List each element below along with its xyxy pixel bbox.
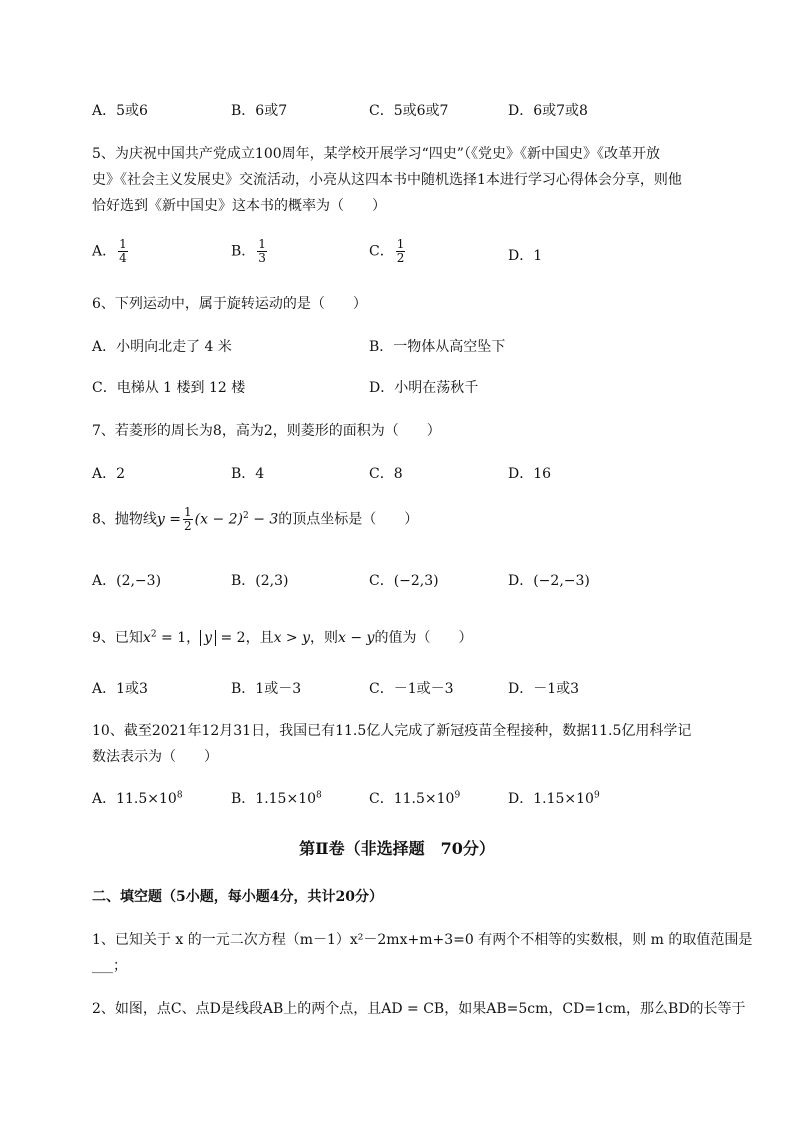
q10-option-d-exponent: 9 <box>593 790 600 801</box>
q7-option-a: A．2 <box>92 466 126 482</box>
q8-equation-exponent: 2 <box>243 510 249 521</box>
q6-option-c: C．电梯从 1 楼到 12 楼 <box>92 380 246 396</box>
fraction-numerator: 1 <box>119 237 127 251</box>
q10-option-a-text: A．11.5×10 <box>92 791 177 807</box>
q9-condition: x > y <box>273 630 311 646</box>
q5-option-d: D．1 <box>508 248 543 264</box>
fill2-line1: 2、如图，点C、点D是线段AB上的两个点，且AD = CB，如果AB=5cm，CD=1cm，那么BD的长等于 <box>92 1001 746 1017</box>
q9-x-squared-tail: = 1， <box>156 630 201 646</box>
q8-option-a: A．(2,−3) <box>92 573 162 589</box>
part2-title: 第Ⅱ卷（非选择题 70分） <box>299 839 495 858</box>
fraction-denominator: 3 <box>258 251 266 265</box>
q10-option-b-text: B．1.15×10 <box>231 791 317 807</box>
q10-option-b-exponent: 8 <box>316 790 322 801</box>
q8-suffix: 的顶点坐标是（ ） <box>278 511 419 528</box>
q5-option-c-label: C． <box>369 243 394 260</box>
q7-option-b: B．4 <box>231 466 265 482</box>
q10-option-c-exponent: 9 <box>454 790 461 801</box>
q8-fraction <box>183 506 193 533</box>
q9-suffix: 的值为（ ） <box>374 630 473 646</box>
q5-option-c <box>369 238 407 265</box>
q10-stem-line1: 10、截至2021年12月31日，我国已有11.5亿人完成了新冠疫苗全程接种，数据11.5亿用科学记 <box>92 723 692 739</box>
q7-stem: 7、若菱形的周长为8，高为2，则菱形的面积为（ ） <box>92 423 441 439</box>
q9-option-a: A．1或3 <box>92 681 148 697</box>
q10-option-c <box>369 788 460 808</box>
q4-option-b: B．6或7 <box>231 103 288 119</box>
q10-option-a <box>92 788 183 808</box>
section2-heading: 二、填空题（5小题，每小题4分，共计20分） <box>92 889 383 905</box>
q9-prefix: 9、已知 <box>92 630 143 646</box>
fraction-numerator: 1 <box>258 237 266 251</box>
q9-x-exponent: 2 <box>150 629 157 640</box>
fill1-line1: 1、已知关于 x 的一元二次方程（m－1）x²－2mx+m+3=0 有两个不相等的实数根，则 m 的取值范围是 <box>92 932 753 948</box>
q10-option-d <box>508 788 600 808</box>
q5-option-a-fraction <box>118 238 128 265</box>
q9-option-b: B．1或－3 <box>231 681 302 697</box>
q5-option-c-fraction <box>396 238 406 265</box>
q8-option-c: C．(−2,3) <box>369 573 439 589</box>
fraction-denominator: 2 <box>184 519 192 533</box>
fraction-denominator: 4 <box>119 251 127 265</box>
fill1-line2: ___； <box>92 958 127 974</box>
q6-option-b: B．一物体从高空坠下 <box>369 339 506 355</box>
fraction-numerator: 1 <box>396 237 405 251</box>
q9-expression: x − y <box>338 630 375 646</box>
q9-option-c: C．－1或－3 <box>369 681 454 697</box>
q9-abs-y: y <box>200 630 216 646</box>
q8-option-d: D．(−2,−3) <box>508 573 590 589</box>
q10-option-c-text: C．11.5×10 <box>369 791 455 807</box>
q4-option-c: C．5或6或7 <box>369 103 449 119</box>
q9-stem <box>92 627 472 647</box>
q9-abs-tail: = 2，且 <box>216 630 274 646</box>
q5-option-b-fraction <box>257 238 267 265</box>
q9-option-d: D．－1或3 <box>508 681 580 697</box>
q8-prefix: 8、抛物线 <box>92 511 157 528</box>
q5-stem-line3: 恰好选到《新中国史》这本书的概率为（ ） <box>92 198 386 214</box>
q10-option-a-exponent: 8 <box>176 790 183 801</box>
q5-option-a <box>92 238 130 265</box>
q10-option-d-text: D．1.15×10 <box>508 791 594 807</box>
q10-stem-line2: 数法表示为（ ） <box>92 749 218 765</box>
q7-option-d: D．16 <box>508 466 552 482</box>
q6-option-a: A．小明向北走了 4 米 <box>92 339 232 355</box>
q9-x-squared: x <box>142 630 151 646</box>
q8-stem <box>92 506 418 533</box>
q8-option-b: B．(2,3) <box>231 573 289 589</box>
q5-option-b <box>231 238 269 265</box>
q5-stem-line1: 5、为庆祝中国共产党成立100周年，某学校开展学习“四史”（《党史》《新中国史》《改革开放 <box>92 146 660 162</box>
fraction-denominator: 2 <box>396 251 405 265</box>
q4-option-d: D．6或7或8 <box>508 103 588 119</box>
q8-equation-lhs: y = <box>156 511 182 528</box>
fraction-numerator: 1 <box>184 505 192 519</box>
q6-stem: 6、下列运动中，属于旋转运动的是（ ） <box>92 296 367 312</box>
q8-equation-rhs: (x − 2) <box>194 511 244 528</box>
q8-equation-tail: − 3 <box>248 511 279 528</box>
q5-option-b-label: B． <box>231 243 256 260</box>
q7-option-c: C．8 <box>369 466 403 482</box>
q10-option-b <box>231 788 322 808</box>
q5-option-a-label: A． <box>92 243 117 260</box>
q4-option-a: A．5或6 <box>92 103 148 119</box>
q9-mid-text: ，则 <box>310 630 339 646</box>
q5-stem-line2: 史》《社会主义发展史》交流活动，小亮从这四本书中随机选择1本进行学习心得体会分享，则他 <box>92 172 682 188</box>
q6-option-d: D．小明在荡秋千 <box>369 380 479 396</box>
